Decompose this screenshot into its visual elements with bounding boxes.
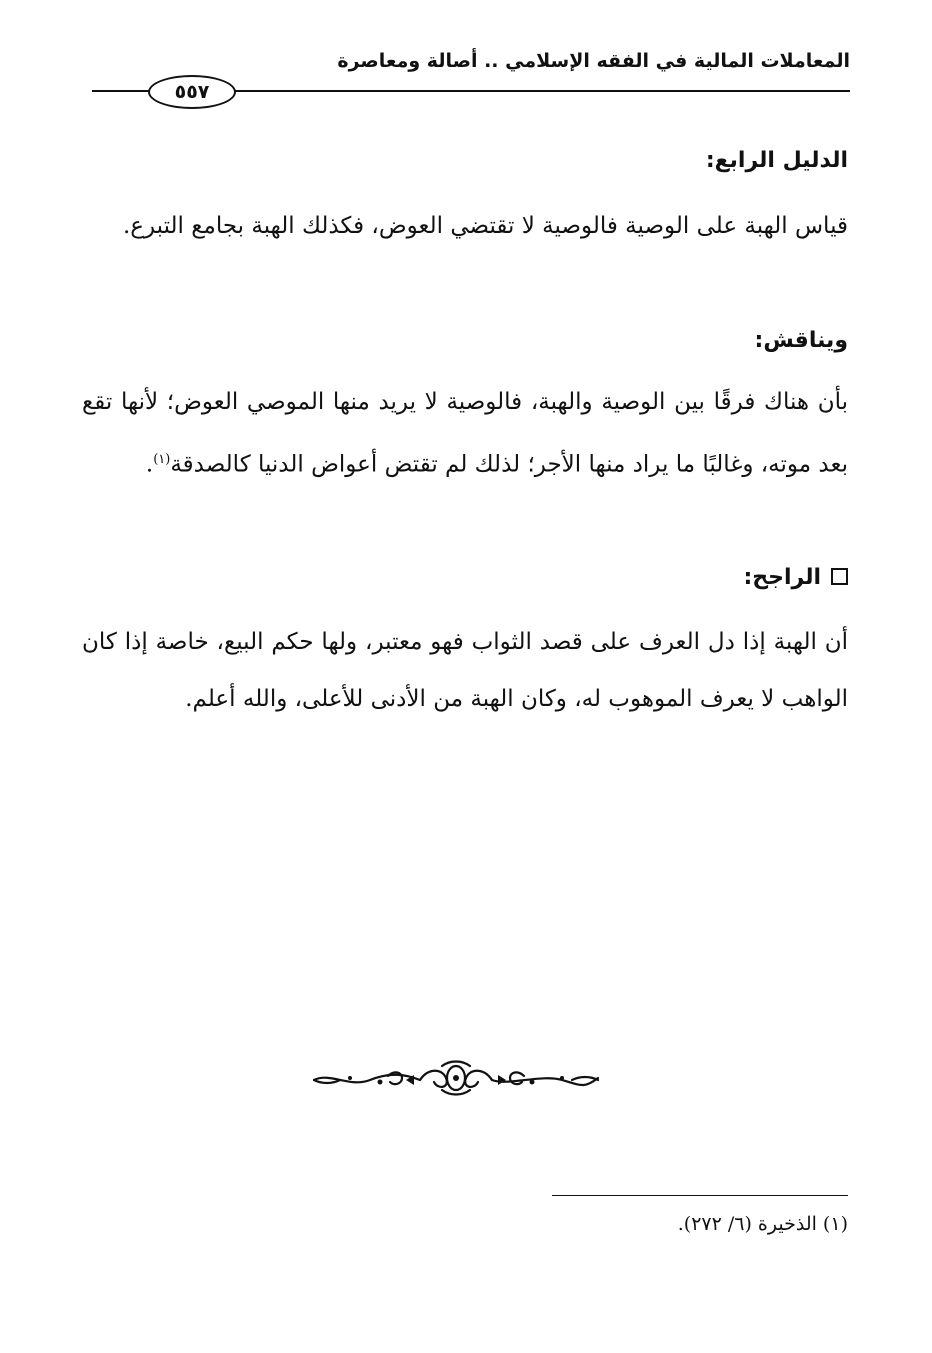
section-heading-fourth-evidence: الدليل الرابع: [705, 148, 848, 173]
paragraph-analogy: قياس الهبة على الوصية فالوصية لا تقتضي العوض، فكذلك الهبة بجامع التبرع. [122, 213, 848, 239]
paragraph-discussion [82, 374, 848, 494]
ornamental-divider-icon [310, 1058, 602, 1098]
footnote-1: (١) الذخيرة (٦/ ٢٧٢). [677, 1213, 848, 1235]
footnote-separator [552, 1195, 848, 1196]
section-heading-discussion: ويناقش: [754, 328, 848, 353]
section-heading-preferred [743, 565, 848, 590]
running-title: المعاملات المالية في الفقه الإسلامي .. أصالة ومعاصرة [337, 50, 850, 72]
preferred-heading-text: الراجح: [743, 565, 821, 590]
paragraph-preferred: أن الهبة إذا دل العرف على قصد الثواب فهو معتبر، ولها حكم البيع، خاصة إذا كان الواهب لا يعرف الموهوب له، وكان الهبة من الأدنى للأعلى، والله أعلم. [82, 629, 848, 712]
square-bullet-icon [831, 568, 848, 585]
paragraph-discussion-text: بأن هناك فرقًا بين الوصية والهبة، فالوصية لا يريد منها الموصي العوض؛ لأنها تقع بعد موته، وغالبًا ما يراد منها الأجر؛ لذلك لم تقتض أعواض الدنيا كالصدقة [82, 389, 849, 478]
page-number: ٥٥٧ [148, 75, 236, 109]
paragraph-discussion-end: . [145, 451, 154, 478]
footnote-reference[interactable]: (١) [153, 452, 171, 467]
